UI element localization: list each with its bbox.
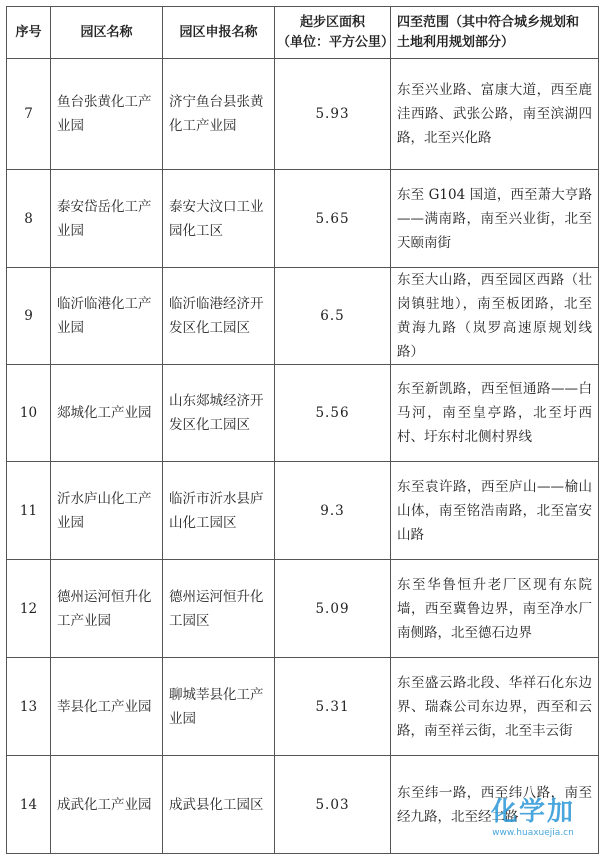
cell-seq: 10 — [7, 365, 51, 462]
cell-park-name: 泰安岱岳化工产业园 — [51, 170, 163, 268]
chemical-park-table — [6, 6, 599, 854]
table-header-row — [7, 7, 599, 59]
table-row — [7, 365, 599, 462]
cell-declared-name: 聊城莘县化工产业园 — [163, 658, 275, 756]
cell-park-name: 沂水庐山化工产业园 — [51, 462, 163, 560]
cell-park-name: 鱼台张黄化工产业园 — [51, 59, 163, 170]
cell-declared-name: 泰安大汶口工业园化工区 — [163, 170, 275, 268]
cell-range: 东至华鲁恒升老厂区现有东院墙，西至冀鲁边界，南至净水厂南侧路，北至德石边界 — [391, 560, 599, 658]
cell-range: 东至盛云路北段、华祥石化东边界、瑞森公司东边界，西至和云路，南至祥云街，北至丰云街 — [391, 658, 599, 756]
cell-declared-name: 临沂临港经济开发区化工园区 — [163, 268, 275, 365]
cell-range: 东至大山路，西至园区西路（壮岗镇驻地），南至板团路，北至黄海九路（岚罗高速原规划线路） — [391, 268, 599, 365]
table-row — [7, 560, 599, 658]
cell-seq: 13 — [7, 658, 51, 756]
cell-declared-name: 德州运河恒升化工园区 — [163, 560, 275, 658]
header-range-line2: 土地利用规划部分） — [397, 34, 515, 50]
cell-area: 5.65 — [275, 170, 391, 268]
cell-seq: 9 — [7, 268, 51, 365]
cell-range: 东至兴业路、富康大道，西至鹿洼西路、武张公路，南至滨湖四路，北至兴化路 — [391, 59, 599, 170]
cell-seq: 8 — [7, 170, 51, 268]
cell-range: 东至纬一路，西至纬八路，南至经九路，北至经二路 — [391, 756, 599, 854]
document-page — [6, 6, 598, 854]
header-range — [391, 7, 599, 59]
cell-area: 5.31 — [275, 658, 391, 756]
watermark-text: 化学加 — [490, 797, 575, 827]
header-park-name: 园区名称 — [51, 7, 163, 59]
cell-range: 东至袁许路，西至庐山——榆山山体，南至铭浩南路，北至富安山路 — [391, 462, 599, 560]
header-area — [275, 7, 395, 59]
cell-area: 6.5 — [275, 268, 391, 365]
table-row — [7, 170, 599, 268]
table-row — [7, 462, 599, 560]
cell-range: 东至新凯路，西至恒通路——白马河，南至皇亭路，北至圩西村、圩东村北侧村界线 — [391, 365, 599, 462]
header-area-line2: （单位：平方公里） — [277, 34, 395, 50]
cell-seq: 11 — [7, 462, 51, 560]
header-area-line1: 起步区面积 — [299, 14, 365, 30]
cell-park-name: 临沂临港化工产业园 — [51, 268, 163, 365]
watermark-url: www.huaxuejia.cn — [492, 828, 574, 838]
cell-declared-name: 临沂市沂水县庐山化工园区 — [163, 462, 275, 560]
cell-park-name: 德州运河恒升化工产业园 — [51, 560, 163, 658]
table-row — [7, 658, 599, 756]
table-row — [7, 59, 599, 170]
cell-declared-name: 济宁鱼台县张黄化工产业园 — [163, 59, 275, 170]
cell-park-name: 郯城化工产业园 — [51, 365, 163, 462]
cell-declared-name: 成武县化工园区 — [163, 756, 275, 854]
cell-seq: 14 — [7, 756, 51, 854]
cell-declared-name: 山东郯城经济开发区化工园区 — [163, 365, 275, 462]
cell-seq: 12 — [7, 560, 51, 658]
cell-area: 5.93 — [275, 59, 391, 170]
cell-park-name: 成武化工产业园 — [51, 756, 163, 854]
watermark-logo — [472, 797, 594, 845]
header-declared-name: 园区申报名称 — [163, 7, 275, 59]
header-range-line1: 四至范围（其中符合城乡规划和 — [397, 14, 580, 30]
cell-park-name: 莘县化工产业园 — [51, 658, 163, 756]
cell-area: 9.3 — [275, 462, 391, 560]
table-row — [7, 268, 599, 365]
cell-area: 5.03 — [275, 756, 391, 854]
cell-seq: 7 — [7, 59, 51, 170]
cell-area: 5.56 — [275, 365, 391, 462]
cell-range: 东至 G104 国道，西至萧大亨路——满南路，南至兴业街，北至天颐南街 — [391, 170, 599, 268]
header-seq: 序号 — [7, 7, 51, 59]
cell-area: 5.09 — [275, 560, 391, 658]
